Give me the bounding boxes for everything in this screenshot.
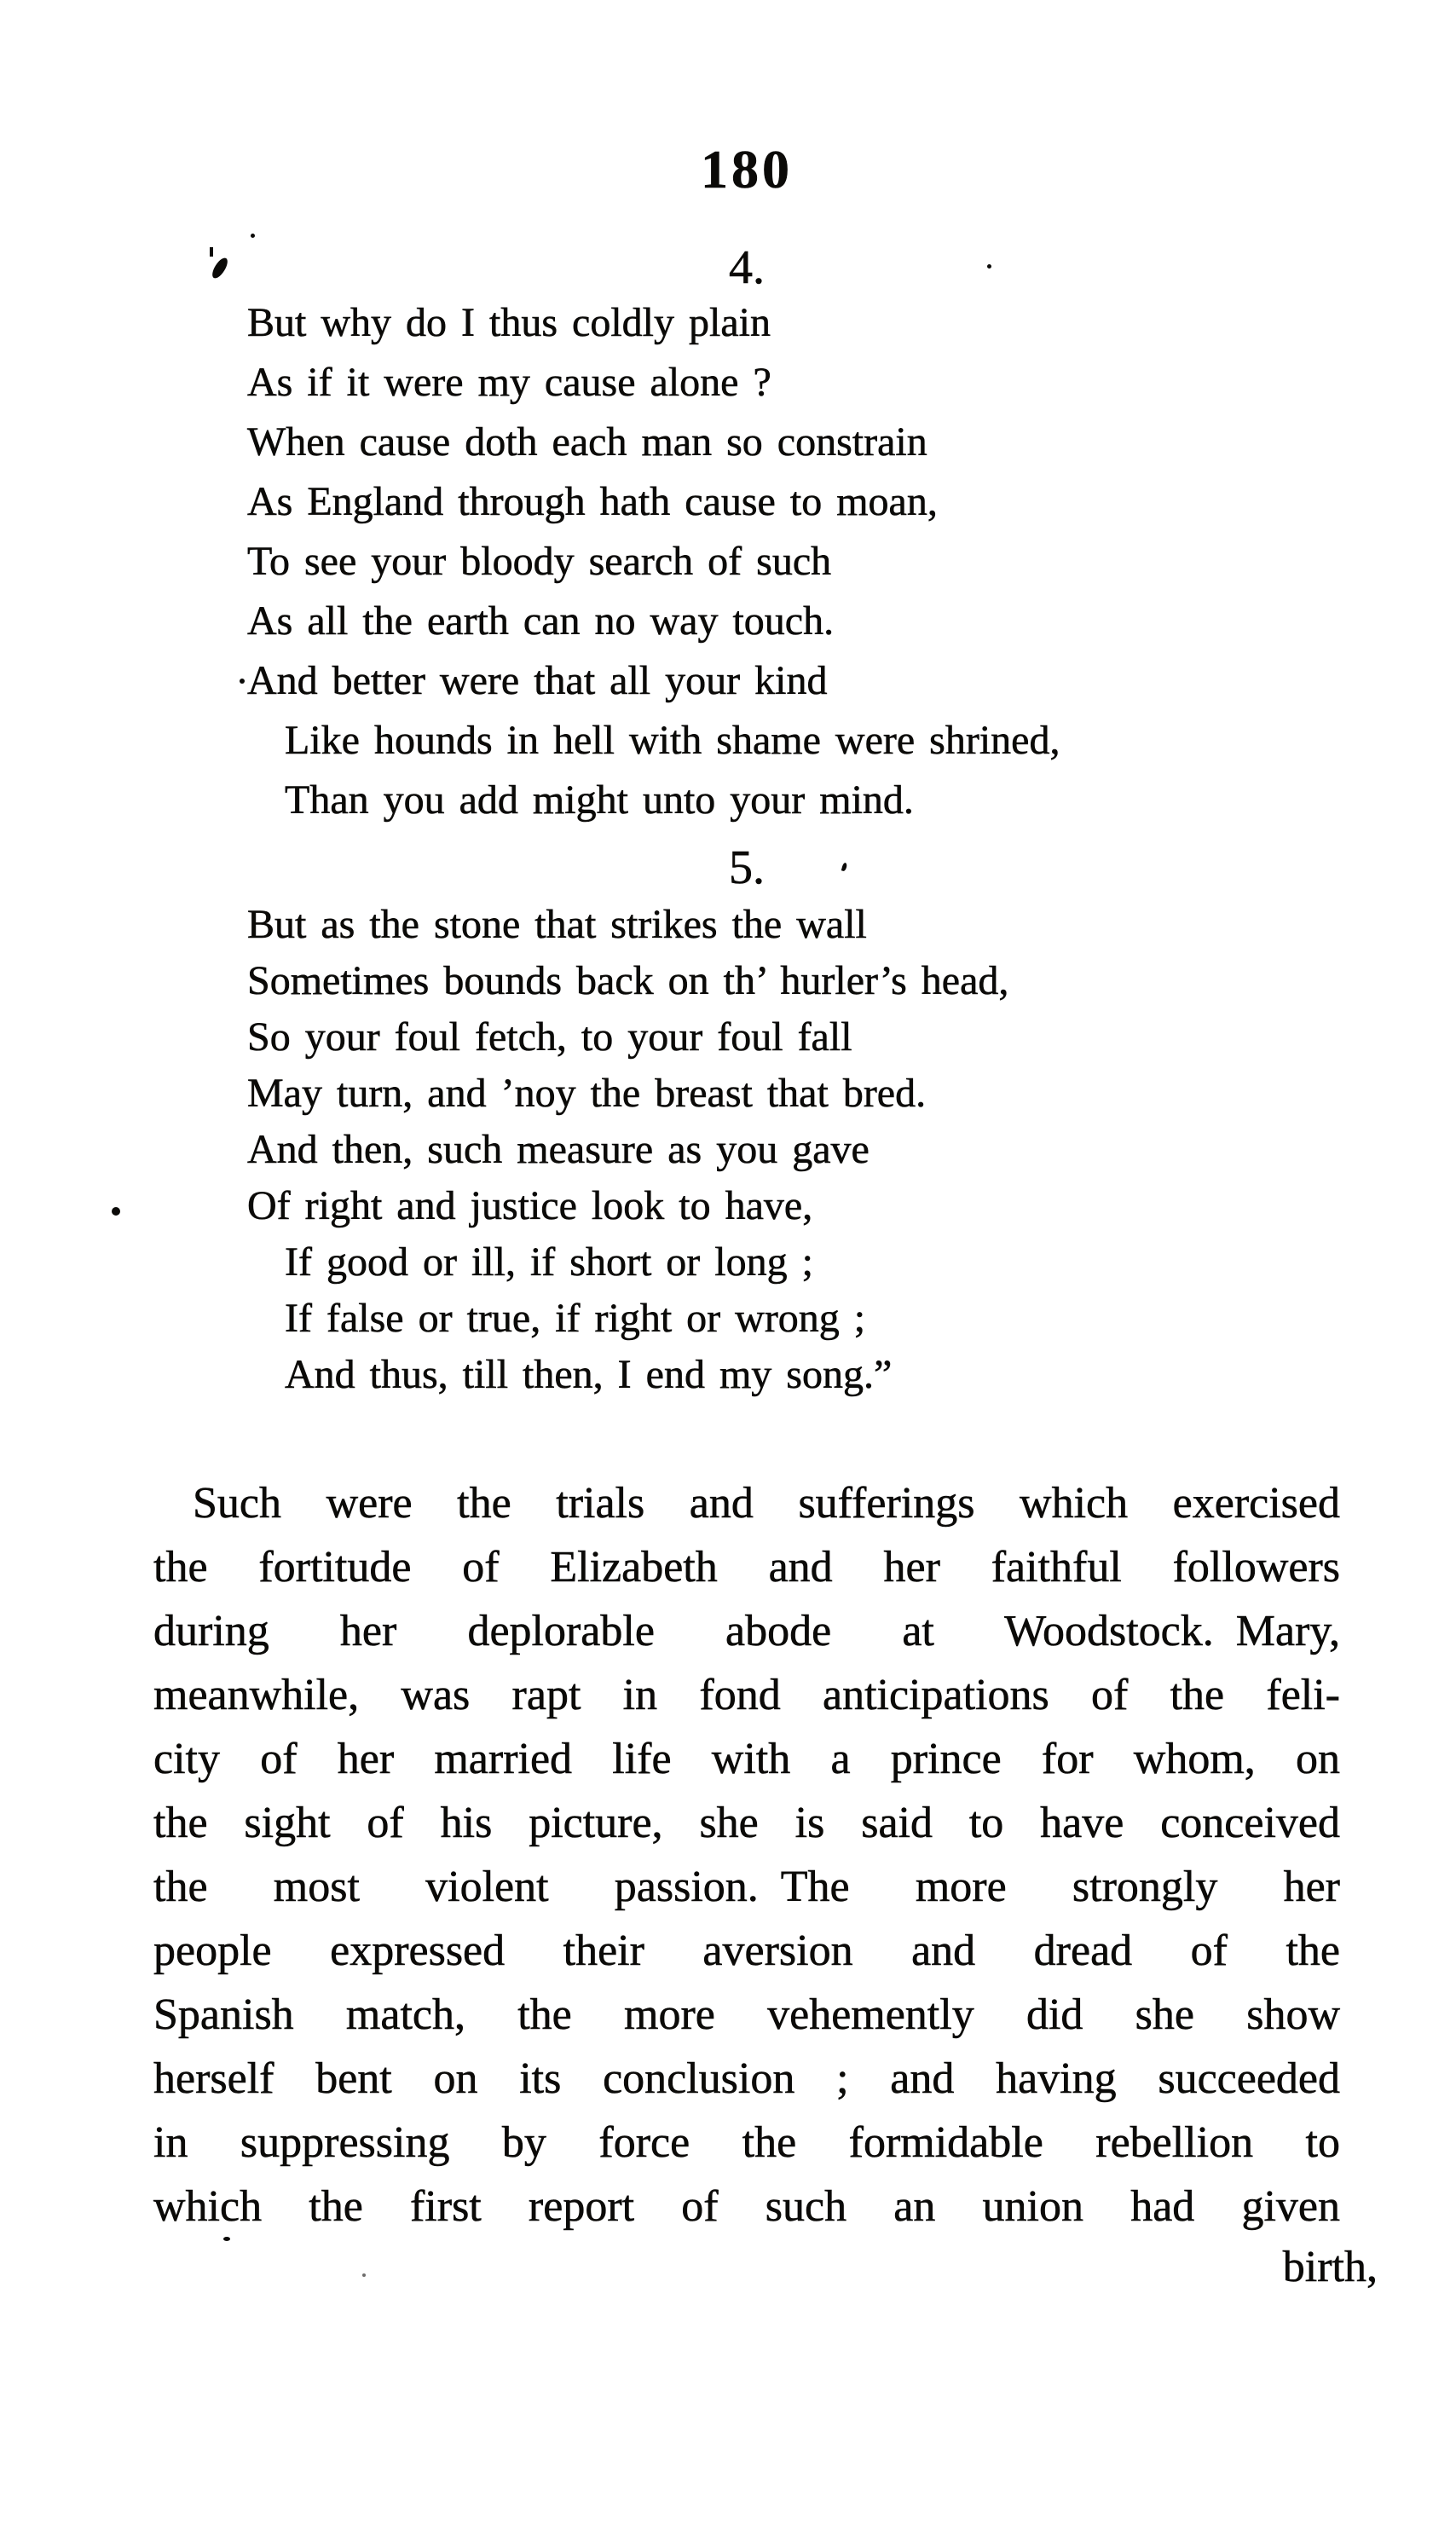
- prose-line: during her deplorable abode at Woodstock. Mary,: [153, 1607, 1340, 1655]
- prose-line: city of her married life with a prince for whom, on: [153, 1735, 1340, 1783]
- stanza-number-5: 5.: [729, 841, 765, 894]
- ink-speck-right-of-4: [987, 264, 991, 269]
- prose-line: which the first report of such an union had given: [153, 2182, 1340, 2231]
- ink-dot-margin-stanza4: [240, 679, 245, 684]
- poem-line: When cause doth each man so constrain: [247, 419, 927, 465]
- prose-line: meanwhile, was rapt in fond anticipations of the feli-: [153, 1671, 1340, 1719]
- prose-paragraph: [153, 1471, 1340, 2238]
- poem-line: To see your bloody search of such: [247, 539, 832, 584]
- poem-line: May turn, and ’noy the breast that bred.: [247, 1071, 927, 1116]
- page-number: 180: [701, 139, 793, 199]
- stanza-5-lines: [247, 897, 1270, 1403]
- prose-line: the most violent passion. The more strongly her: [153, 1863, 1340, 1911]
- poem-line: As if it were my cause alone ?: [247, 360, 771, 405]
- ink-bottom-mark: [223, 2237, 230, 2241]
- prose-line: herself bent on its conclusion ; and having succeeded: [153, 2054, 1340, 2103]
- poem-line: But why do I thus coldly plain: [247, 300, 771, 345]
- poem-line: If false or true, if right or wrong ;: [285, 1296, 866, 1341]
- prose-line: the fortitude of Elizabeth and her faithful followers: [153, 1543, 1340, 1591]
- poem-line: And then, such measure as you gave: [247, 1127, 870, 1172]
- poem-line: If good or ill, if short or long ;: [285, 1239, 813, 1285]
- poem-line: Like hounds in hell with shame were shrined,: [285, 718, 1060, 763]
- prose-line: people expressed their aversion and dread of the: [153, 1927, 1340, 1975]
- poem-line: As England through hath cause to moan,: [247, 479, 938, 524]
- ink-tick-mark: [210, 247, 213, 257]
- poem-line: Than you add might unto your mind.: [285, 777, 914, 823]
- prose-line: in suppressing by force the formidable rebellion to: [153, 2118, 1340, 2167]
- poem-line: Of right and justice look to have,: [247, 1183, 813, 1228]
- ink-speck-bottom: [362, 2273, 366, 2277]
- poem-line: As all the earth can no way touch.: [247, 598, 835, 644]
- ink-speck-top: [251, 234, 255, 238]
- prose-line: Such were the trials and sufferings which exercised: [193, 1479, 1340, 1528]
- prose-line: the sight of his picture, she is said to have conceived: [153, 1799, 1340, 1847]
- stanza-4-lines: [247, 293, 1270, 830]
- catchword: birth,: [1282, 2243, 1378, 2291]
- poem-line: But as the stone that strikes the wall: [247, 902, 867, 947]
- stanza-number-4: 4.: [729, 241, 765, 294]
- poem-line: Sometimes bounds back on th’ hurler’s head,: [247, 958, 1009, 1003]
- poem-line: And thus, till then, I end my song.”: [285, 1352, 893, 1397]
- poem-line: And better were that all your kind: [247, 658, 828, 703]
- ink-dot-left-margin: [112, 1207, 120, 1216]
- prose-line: Spanish match, the more vehemently did she show: [153, 1990, 1340, 2039]
- poem-line: So your foul fetch, to your foul fall: [247, 1014, 852, 1060]
